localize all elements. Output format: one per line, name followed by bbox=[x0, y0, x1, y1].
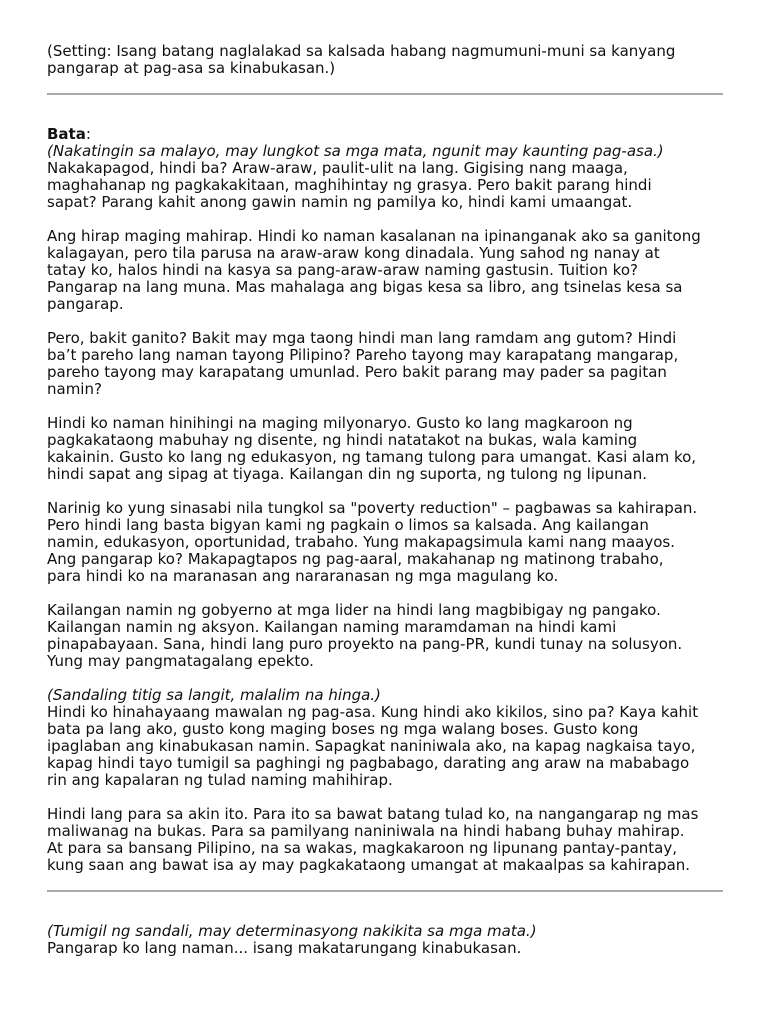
paragraph bbox=[47, 704, 723, 789]
paragraph bbox=[47, 500, 723, 585]
closing-line: Pangarap ko lang naman... isang makatarungang kinabukasan. bbox=[47, 939, 522, 957]
text-line: pangarap at pag-asa sa kinabukasan.) bbox=[47, 59, 336, 77]
text-line: maghahanap ng pagkakakitaan, maghihintay ng grasya. Pero bakit parang hindi bbox=[47, 176, 652, 194]
text-line: para hindi ko na maranasan ang nararanasan ng mga magulang ko. bbox=[47, 567, 559, 585]
stage-direction: (Nakatingin sa malayo, may lungkot sa mga mata, ngunit may kaunting pag-asa.) bbox=[47, 142, 664, 160]
text-line: kalagayan, pero tila parusa na araw-araw kong dinadala. Yung sahod ng nanay at bbox=[47, 244, 660, 262]
text-line: ba’t pareho lang naman tayong Pilipino? Pareho tayong may karapatang mangarap, bbox=[47, 346, 679, 364]
paragraph bbox=[47, 415, 723, 483]
text-line: Yung may pangmatagalang epekto. bbox=[47, 652, 314, 670]
stage-direction: (Tumigil ng sandali, may determinasyong nakikita sa mga mata.) bbox=[47, 922, 537, 940]
text-line: sapat? Parang kahit anong gawin namin ng pamilya ko, hindi kami umaangat. bbox=[47, 193, 633, 211]
paragraph bbox=[47, 602, 723, 670]
text-line: Ang hirap maging mahirap. Hindi ko naman kasalanan na ipinanganak ako sa ganitong bbox=[47, 227, 701, 245]
text-line: Kailangan namin ng gobyerno at mga lider na hindi lang magbibigay ng pangako. bbox=[47, 601, 661, 619]
text-line: ipaglaban ang kinabukasan namin. Sapagkat naniniwala ako, na kapag nagkaisa tayo, bbox=[47, 737, 696, 755]
text-line: (Setting: Isang batang naglalakad sa kalsada habang nagmumuni-muni sa kanyang bbox=[47, 42, 676, 60]
text-line: bata pa lang ako, gusto kong maging boses ng mga walang boses. Gusto kong bbox=[47, 720, 639, 738]
text-line: Hindi lang para sa akin ito. Para ito sa bawat batang tulad ko, na nangangarap ng mas bbox=[47, 805, 699, 823]
text-line: kakainin. Gusto ko lang ng edukasyon, ng tamang tulong para umangat. Kasi alam ko, bbox=[47, 448, 697, 466]
text-line: hindi sapat ang sipag at tiyaga. Kailangan din ng suporta, ng tulong ng lipunan. bbox=[47, 465, 647, 483]
text-line: Narinig ko yung sinasabi nila tungkol sa "poverty reduction" – pagbawas sa kahirapan. bbox=[47, 499, 698, 517]
text-line: Pangarap na lang muna. Mas mahalaga ang bigas kesa sa libro, ang tsinelas kesa sa bbox=[47, 278, 683, 296]
text-line: Pero, bakit ganito? Bakit may mga taong hindi man lang ramdam ang gutom? Hindi bbox=[47, 329, 677, 347]
document-page bbox=[47, 43, 723, 957]
setting-note bbox=[47, 43, 723, 77]
text-line: At para sa bansang Pilipino, na sa wakas, magkakaroon ng lipunang pantay-pantay, bbox=[47, 839, 678, 857]
text-line: namin, edukasyon, oportunidad, trabaho. Yung makapagsimula kami nang maayos. bbox=[47, 533, 676, 551]
text-line: kapag hindi tayo tumigil sa paghingi ng pagbabago, darating ang araw na mababago bbox=[47, 754, 690, 772]
text-line: Hindi ko hinahayaang mawalan ng pag-asa. Kung hindi ako kikilos, sino pa? Kaya kahit bbox=[47, 703, 699, 721]
text-line: pinapabayaan. Sana, hindi lang puro proyekto na pang-PR, kundi tunay na solusyon. bbox=[47, 635, 683, 653]
text-line: namin? bbox=[47, 380, 102, 398]
text-line: Nakakapagod, hindi ba? Araw-araw, paulit-ulit na lang. Gigising nang maaga, bbox=[47, 159, 628, 177]
stage-direction: (Sandaling titig sa langit, malalim na hinga.) bbox=[47, 686, 381, 704]
speaker-label bbox=[47, 126, 723, 143]
speaker-colon: : bbox=[85, 125, 91, 143]
text-line: pagkakataong mabuhay ng disente, ng hindi natatakot na bukas, wala kaming bbox=[47, 431, 638, 449]
speaker-name: Bata bbox=[47, 125, 86, 143]
paragraph bbox=[47, 330, 723, 398]
paragraph bbox=[47, 160, 723, 211]
paragraph bbox=[47, 228, 723, 313]
text-line: pangarap. bbox=[47, 295, 124, 313]
text-line: Pero hindi lang basta bigyan kami ng pagkain o limos sa kalsada. Ang kailangan bbox=[47, 516, 649, 534]
text-line: Ang pangarap ko? Makapagtapos ng pag-aaral, makahanap ng matinong trabaho, bbox=[47, 550, 664, 568]
paragraph bbox=[47, 806, 723, 874]
text-line: pareho tayong may karapatang umunlad. Pero bakit parang may pader sa pagitan bbox=[47, 363, 667, 381]
text-line: Hindi ko naman hinihingi na maging milyonaryo. Gusto ko lang magkaroon ng bbox=[47, 414, 633, 432]
text-line: rin ang kapalaran ng tulad naming mahihirap. bbox=[47, 771, 393, 789]
text-line: tatay ko, halos hindi na kasya sa pang-araw-araw naming gastusin. Tuition ko? bbox=[47, 261, 638, 279]
text-line: Kailangan namin ng aksyon. Kailangan naming maramdaman na hindi kami bbox=[47, 618, 617, 636]
text-line: kung saan ang bawat isa ay may pagkakataong umangat at makaalpas sa kahirapan. bbox=[47, 856, 691, 874]
text-line: maliwanag na bukas. Para sa pamilyang naniniwala na hindi habang buhay mahirap. bbox=[47, 822, 685, 840]
